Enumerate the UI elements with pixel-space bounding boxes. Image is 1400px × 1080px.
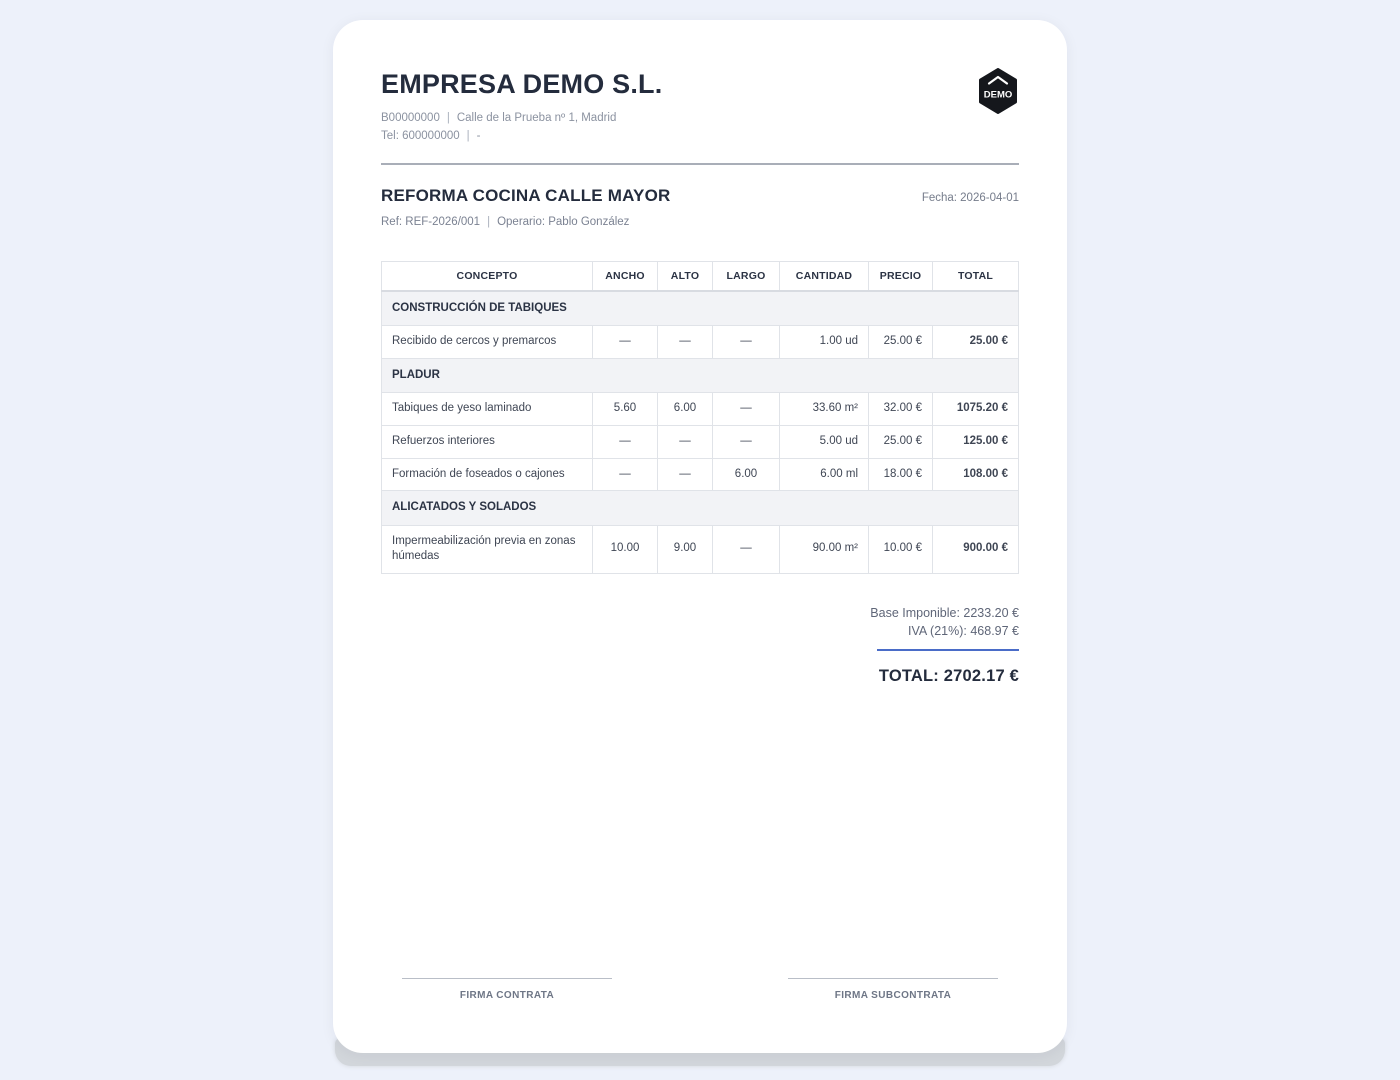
company-phone: Tel: 600000000 (381, 130, 460, 143)
totals-divider (877, 649, 1019, 651)
budget-table (381, 261, 1019, 574)
cell-total: 1075.20 € (933, 393, 1019, 426)
header-divider (381, 163, 1019, 165)
signature-contrata (402, 978, 612, 1001)
section-label: PLADUR (382, 358, 1019, 393)
cell-cantidad: 1.00 ud (780, 326, 869, 359)
company-name: EMPRESA DEMO S.L. (381, 69, 663, 99)
cell-total: 25.00 € (933, 326, 1019, 359)
cell-alto: 9.00 (658, 525, 713, 573)
section-label: CONSTRUCCIÓN DE TABIQUES (382, 291, 1019, 326)
cell-precio: 32.00 € (869, 393, 933, 426)
signature-line (788, 978, 998, 979)
iva-amount: IVA (21%): 468.97 € (908, 623, 1019, 638)
separator-bar: | (487, 215, 491, 228)
column-header: TOTAL (933, 261, 1019, 291)
project-ref-line (381, 216, 1019, 228)
separator-bar: | (466, 130, 470, 143)
section-row (382, 358, 1019, 393)
document-header (381, 70, 1019, 146)
column-header: ALTO (658, 261, 713, 291)
item-row (382, 326, 1019, 359)
cell-precio: 10.00 € (869, 525, 933, 573)
logo-text: DEMO (983, 89, 1013, 101)
cell-largo: — (713, 326, 780, 359)
company-phone-extra: - (476, 130, 481, 143)
cell-alto: — (658, 326, 713, 359)
document-page (333, 20, 1067, 1053)
cell-alto: — (658, 458, 713, 491)
item-row (382, 525, 1019, 573)
base-imponible: Base Imponible: 2233.20 € (870, 605, 1019, 620)
cell-concepto: Refuerzos interiores (382, 426, 593, 459)
cell-total: 125.00 € (933, 426, 1019, 459)
section-label: ALICATADOS Y SOLADOS (382, 491, 1019, 526)
company-logo (977, 68, 1019, 114)
table-header-row (382, 261, 1019, 291)
cell-total: 900.00 € (933, 525, 1019, 573)
cell-ancho: 10.00 (593, 525, 658, 573)
separator-bar: | (446, 111, 450, 124)
cell-concepto: Recibido de cercos y premarcos (382, 326, 593, 359)
cell-precio: 25.00 € (869, 326, 933, 359)
column-header: ANCHO (593, 261, 658, 291)
section-row (382, 291, 1019, 326)
signature-label: FIRMA SUBCONTRATA (834, 990, 952, 1001)
company-address: Calle de la Prueba nº 1, Madrid (456, 111, 617, 124)
signature-line (402, 978, 612, 979)
cell-ancho: — (593, 326, 658, 359)
item-row (382, 458, 1019, 491)
totals-block (381, 604, 1019, 686)
signature-subcontrata (788, 978, 998, 1001)
grand-total: TOTAL: 2702.17 € (878, 666, 1019, 685)
cell-largo: — (713, 393, 780, 426)
item-row (382, 426, 1019, 459)
cell-largo: 6.00 (713, 458, 780, 491)
column-header: PRECIO (869, 261, 933, 291)
project-title: REFORMA COCINA CALLE MAYOR (381, 185, 671, 205)
cell-largo: — (713, 525, 780, 573)
project-date: Fecha: 2026-04-01 (921, 191, 1019, 204)
cell-alto: — (658, 426, 713, 459)
hexagon-badge-icon (977, 68, 1019, 114)
company-info-line1 (381, 109, 1019, 128)
cell-ancho: 5.60 (593, 393, 658, 426)
column-header: LARGO (713, 261, 780, 291)
project-block (381, 186, 1019, 228)
cell-concepto: Formación de foseados o cajones (382, 458, 593, 491)
cell-cantidad: 33.60 m² (780, 393, 869, 426)
table-body (382, 291, 1019, 573)
cell-precio: 18.00 € (869, 458, 933, 491)
project-ref: Ref: REF-2026/001 (381, 215, 481, 228)
cell-concepto: Tabiques de yeso laminado (382, 393, 593, 426)
cell-ancho: — (593, 458, 658, 491)
signatures-block (381, 978, 1019, 1001)
cell-precio: 25.00 € (869, 426, 933, 459)
cell-largo: — (713, 426, 780, 459)
cell-alto: 6.00 (658, 393, 713, 426)
section-row (382, 491, 1019, 526)
item-row (382, 393, 1019, 426)
cell-ancho: — (593, 426, 658, 459)
cell-concepto: Impermeabilización previa en zonas húmedas (382, 525, 593, 573)
company-cif: B00000000 (381, 111, 440, 124)
cell-cantidad: 6.00 ml (780, 458, 869, 491)
column-header: CONCEPTO (382, 261, 593, 291)
signature-label: FIRMA CONTRATA (459, 990, 555, 1001)
cell-cantidad: 90.00 m² (780, 525, 869, 573)
cell-cantidad: 5.00 ud (780, 426, 869, 459)
project-operator: Operario: Pablo González (497, 215, 630, 228)
column-header: CANTIDAD (780, 261, 869, 291)
company-info-line2 (381, 127, 1019, 146)
cell-total: 108.00 € (933, 458, 1019, 491)
